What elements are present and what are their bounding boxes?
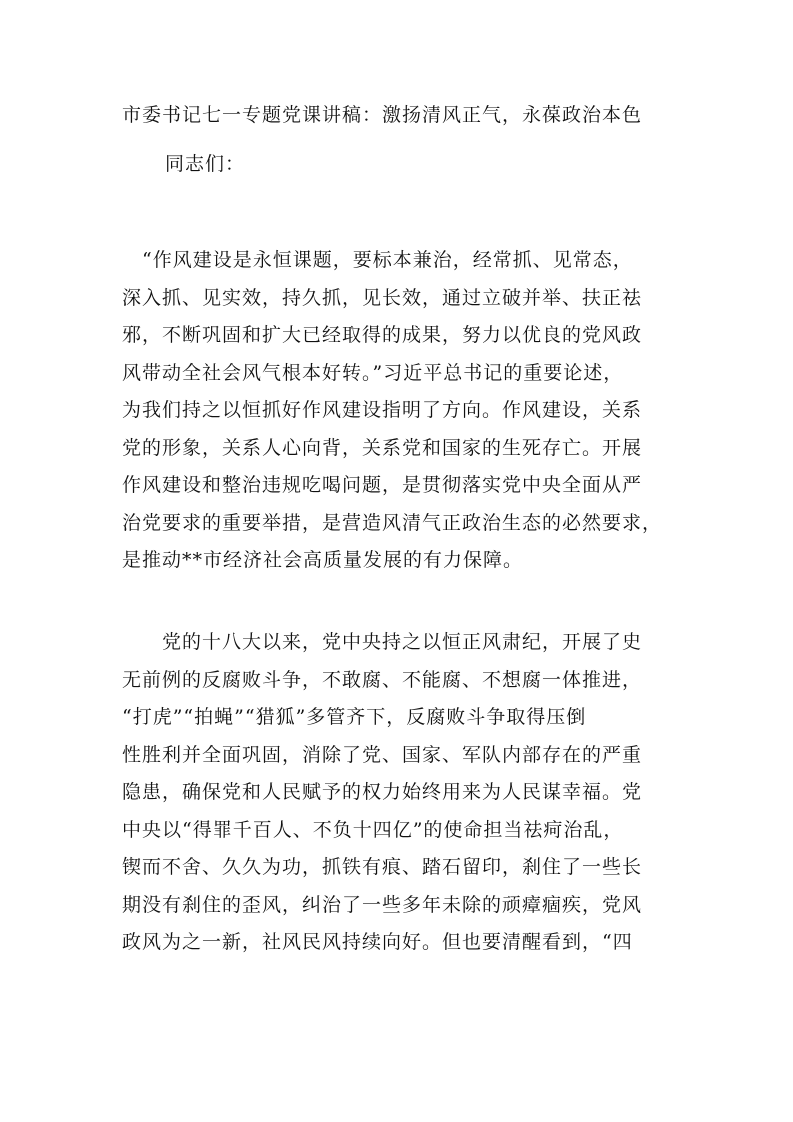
paragraph-line: “打虎”“拍蝇”“猎狐”多管齐下，反腐败斗争取得压倒 xyxy=(122,706,587,728)
paragraph-line: 党的形象，关系人心向背，关系党和国家的生死存亡。开展 xyxy=(122,436,643,459)
paragraph-line: 深入抓、见实效，持久抓，见长效，通过立破并举、扶正祛 xyxy=(122,286,643,309)
paragraph-line: 无前例的反腐败斗争，不敢腐、不能腐、不想腐一体推进， xyxy=(122,668,643,691)
paragraph-line: 作风建设和整治违规吃喝问题，是贯彻落实党中央全面从严 xyxy=(122,474,643,496)
paragraph-line: 政风为之一新，社风民风持续向好。但也要清醒看到，“四 xyxy=(122,931,633,953)
paragraph-line: 邪，不断巩固和扩大已经取得的成果，努力以优良的党风政 xyxy=(122,324,643,346)
paragraph-line: 为我们持之以恒抓好作风建设指明了方向。作风建设，关系 xyxy=(122,399,643,421)
paragraph-line: 隐患，确保党和人民赋予的权力始终用来为人民谋幸福。党 xyxy=(122,781,643,803)
paragraph-line: 性胜利并全面巩固，消除了党、国家、军队内部存在的严重 xyxy=(122,743,643,766)
paragraph-line: 中央以“得罪千百人、不负十四亿”的使命担当祛疴治乱， xyxy=(122,818,624,841)
document-title: 市委书记七一专题党课讲稿：激扬清风正气，永葆政治本色 xyxy=(122,104,643,126)
paragraph-line: 治党要求的重要举措，是营造风清气正政治生态的必然要求， xyxy=(122,511,663,534)
paragraph-line: 党的十八大以来，党中央持之以恒正风肃纪，开展了史 xyxy=(122,631,643,653)
paragraph-line: “作风建设是永恒课题，要标本兼治，经常抓、见常态， xyxy=(122,249,633,271)
paragraph-1 xyxy=(122,242,682,580)
paragraph-line: 是推动**市经济社会高质量发展的有力保障。 xyxy=(122,549,524,571)
paragraph-line: 锲而不舍、久久为功，抓铁有痕、踏石留印，刹住了一些长 xyxy=(122,856,643,878)
paragraph-2 xyxy=(122,624,682,962)
salutation: 同志们： xyxy=(165,153,246,175)
paragraph-line: 期没有刹住的歪风，纠治了一些多年未除的顽瘴痼疾，党风 xyxy=(122,893,643,916)
paragraph-line: 风带动全社会风气根本好转。”习近平总书记的重要论述， xyxy=(122,361,624,384)
